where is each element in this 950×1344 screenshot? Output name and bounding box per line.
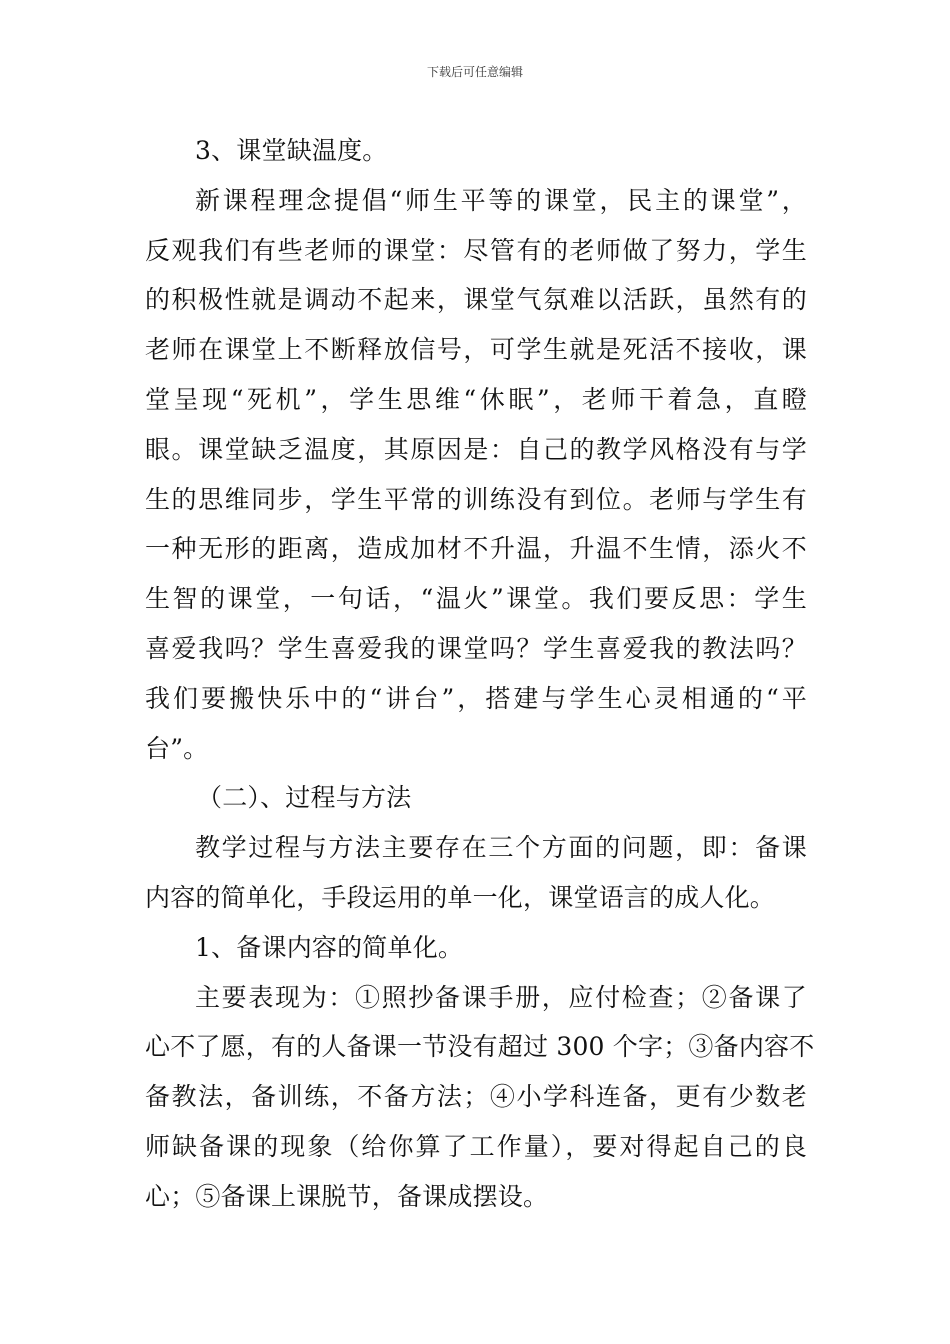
paragraph-line: 心不了愿，有的人备课一节没有超过 300 个字；③备内容不 — [145, 1032, 815, 1062]
paragraph-line: 师缺备课的现象（给你算了工作量），要对得起自己的良 — [145, 1131, 807, 1161]
section-heading-3: 3、课堂缺温度。 — [195, 136, 388, 165]
paragraph-line: 新课程理念提倡“师生平等的课堂，民主的课堂”， — [195, 185, 807, 215]
paragraph-line: 心；⑤备课上课脱节，备课成摆设。 — [145, 1181, 549, 1211]
paragraph-line: 一种无形的距离，造成加材不升温，升温不生情，添火不 — [145, 534, 807, 564]
paragraph-line: 的积极性就是调动不起来，课堂气氛难以活跃，虽然有的 — [145, 285, 807, 315]
paragraph-line: 教学过程与方法主要存在三个方面的问题，即：备课 — [195, 833, 807, 863]
paragraph-line: 堂呈现“死机”，学生思维“休眠”，老师干着急，直瞪 — [145, 384, 807, 414]
paragraph-line: 喜爱我吗？学生喜爱我的课堂吗？学生喜爱我的教法吗？ — [145, 633, 807, 663]
paragraph-line: 生智的课堂，一句话，“温火”课堂。我们要反思：学生 — [145, 584, 807, 614]
subsection-heading-1: 1、备课内容的简单化。 — [195, 932, 464, 962]
paragraph-line: 反观我们有些老师的课堂：尽管有的老师做了努力，学生 — [145, 235, 807, 265]
paragraph-line: 生的思维同步，学生平常的训练没有到位。老师与学生有 — [145, 484, 807, 514]
paragraph-line: 主要表现为：①照抄备课手册，应付检查；②备课了 — [195, 982, 807, 1012]
paragraph-line: 备教法，备训练，不备方法；④小学科连备，更有少数老 — [145, 1082, 807, 1112]
paragraph-line: 老师在课堂上不断释放信号，可学生就是死活不接收，课 — [145, 335, 807, 365]
section-heading-2: （二）、过程与方法 — [197, 783, 412, 813]
paragraph-line: 眼。课堂缺乏温度，其原因是：自己的教学风格没有与学 — [145, 434, 807, 464]
paragraph-line: 内容的简单化，手段运用的单一化，课堂语言的成人化。 — [145, 882, 776, 912]
paragraph-line: 台”。 — [145, 733, 209, 763]
document-body — [145, 126, 815, 1222]
paragraph-line: 我们要搬快乐中的“讲台”，搭建与学生心灵相通的“平 — [145, 683, 807, 713]
page-header: 下载后可任意编辑 — [426, 65, 523, 79]
